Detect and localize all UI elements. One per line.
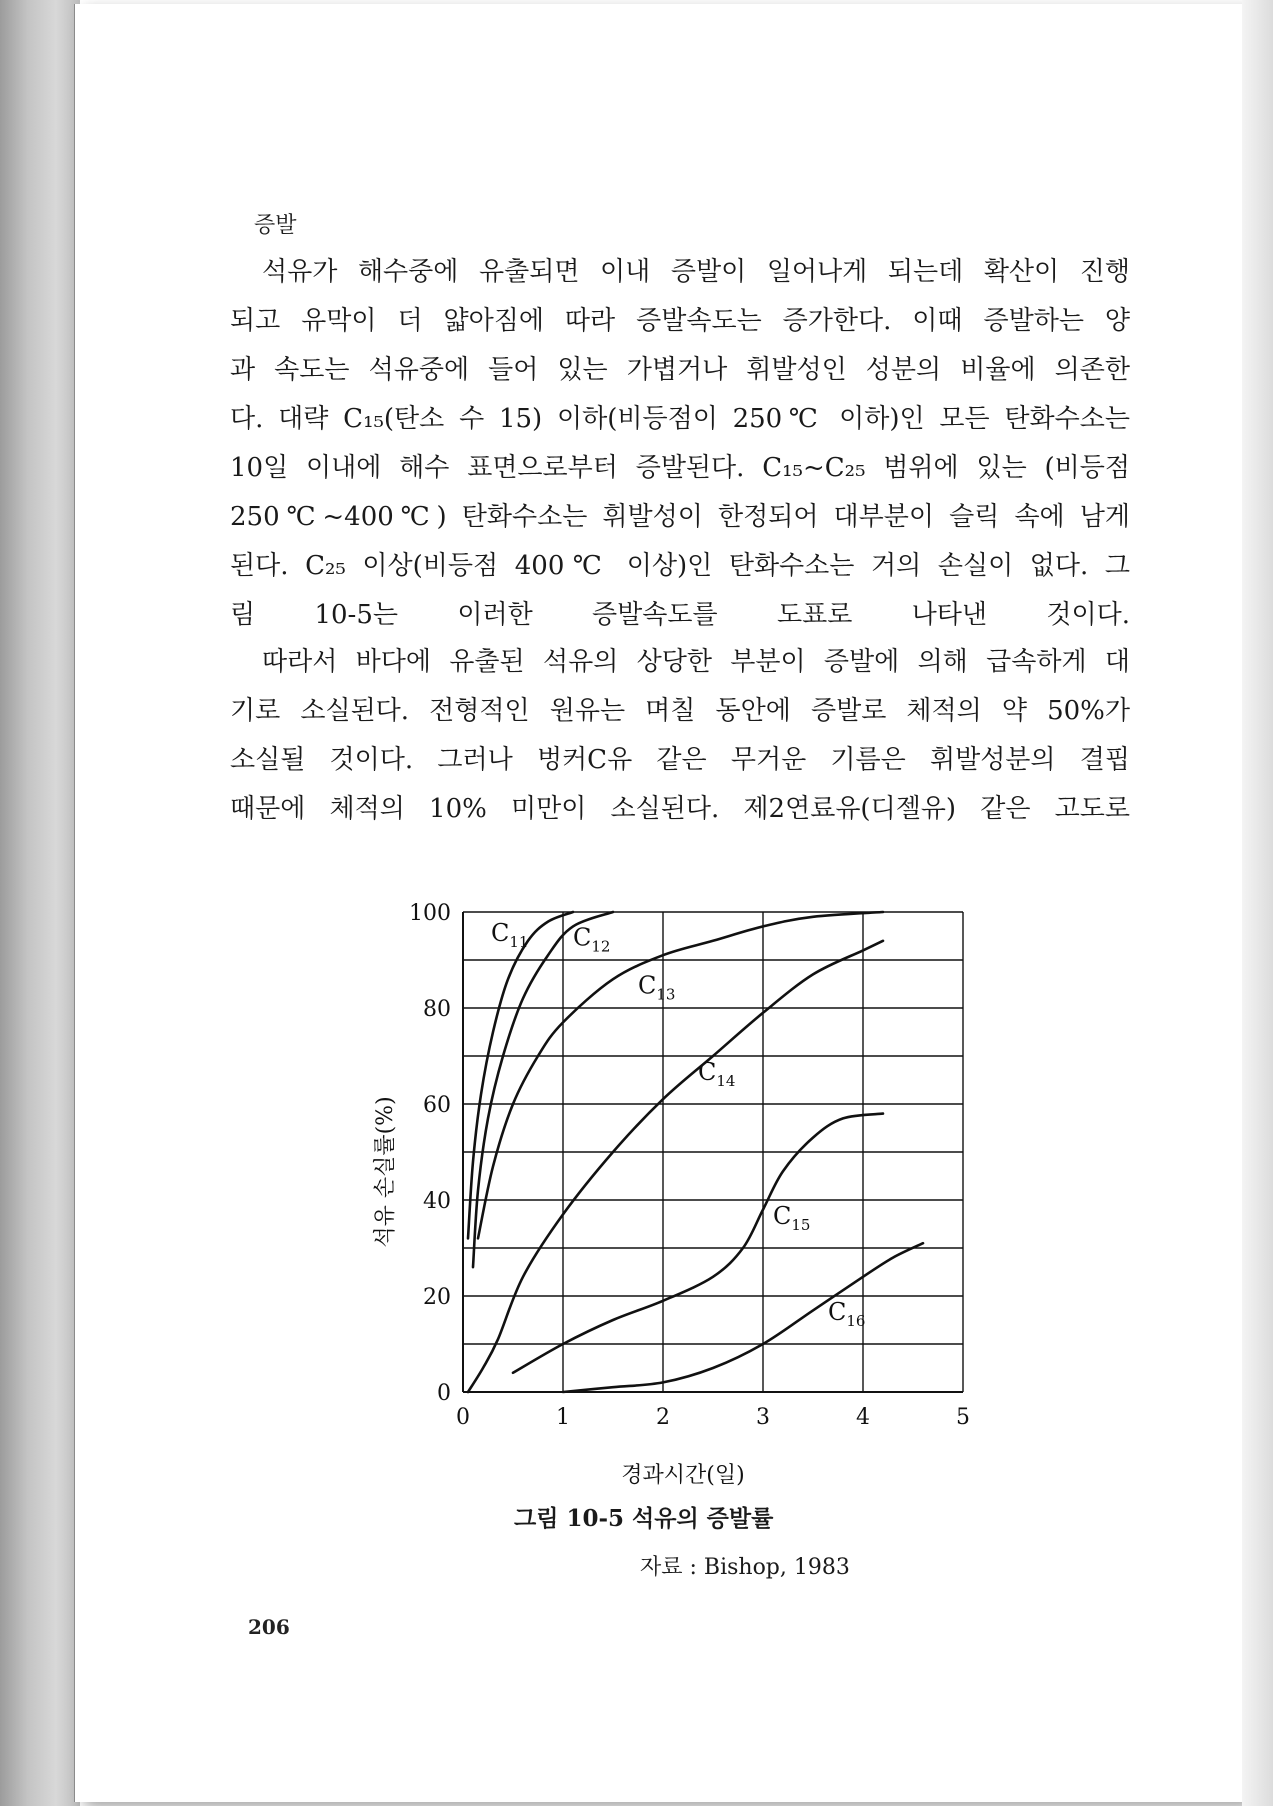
- book-spine: [0, 0, 80, 1806]
- y-tick-label: 20: [423, 1285, 451, 1310]
- x-tick-label: 3: [756, 1405, 770, 1430]
- series-label-c13: $C_{13}$: [638, 971, 676, 1004]
- x-tick-label: 4: [856, 1405, 870, 1430]
- y-tick-label: 100: [409, 901, 451, 926]
- y-tick-label: 60: [423, 1093, 451, 1118]
- y-tick-label: 0: [437, 1381, 451, 1406]
- text-line: 석유가 해수중에 유출되면 이내 증발이 일어나게 되는데 확산이 진행: [262, 257, 1130, 287]
- series-label-c11: $C_{11}$: [491, 918, 529, 951]
- x-tick-label: 2: [656, 1405, 670, 1430]
- text-line: 250℃~400℃) 탄화수소는 휘발성이 한정되어 대부분이 슬릭 속에 남게: [230, 502, 1130, 532]
- page-number: 206: [248, 1615, 290, 1639]
- series-line-c11: [468, 912, 573, 1238]
- y-axis-label: 석유 손실률(%): [373, 1096, 398, 1248]
- figure-caption: 그림 10-5 석유의 증발률: [514, 1505, 774, 1532]
- text-line: 되고 유막이 더 얇아짐에 따라 증발속도는 증가한다. 이때 증발하는 양: [230, 306, 1130, 336]
- y-tick-label: 80: [423, 997, 451, 1022]
- text-line: 10일 이내에 해수 표면으로부터 증발된다. C₁₅~C₂₅ 범위에 있는 (비등점: [230, 453, 1130, 483]
- series-label-c14: $C_{14}$: [698, 1058, 736, 1090]
- text-line: 따라서 바다에 유출된 석유의 상당한 부분이 증발에 의해 급속하게 대: [262, 647, 1130, 677]
- series-label-c16: $C_{16}$: [828, 1298, 866, 1330]
- series-line-c13: [478, 912, 883, 1238]
- text-line: 림 10-5는 이러한 증발속도를 도표로 나타낸 것이다.: [230, 600, 1130, 630]
- text-line: 때문에 체적의 10% 미만이 소실된다. 제2연료유(디젤유) 같은 고도로: [230, 794, 1130, 824]
- paragraph-1: [230, 248, 1130, 640]
- page-edge-shade: [1242, 0, 1273, 1806]
- paragraph-2: [230, 638, 1130, 834]
- x-axis-label: 경과시간(일): [621, 1463, 745, 1488]
- series-label-c15: $C_{15}$: [773, 1202, 811, 1234]
- text-line: 소실될 것이다. 그러나 벙커C유 같은 무거운 기름은 휘발성분의 결핍: [230, 745, 1130, 775]
- text-line: 다. 대략 C₁₅(탄소 수 15) 이하(비등점이 250℃ 이하)인 모든 탄화수소는: [230, 404, 1130, 434]
- x-tick-label: 1: [556, 1405, 570, 1430]
- evaporation-chart: [340, 895, 1000, 1495]
- x-tick-label: 0: [456, 1405, 470, 1430]
- text-line: 기로 소실된다. 전형적인 원유는 며칠 동안에 증발로 체적의 약 50%가: [230, 696, 1130, 726]
- section-title: 증발: [254, 213, 297, 238]
- series-label-c12: $C_{12}$: [573, 923, 611, 956]
- series-line-c12: [473, 912, 613, 1267]
- chart-svg: [340, 895, 1000, 1495]
- y-tick-label: 40: [423, 1189, 451, 1214]
- text-line: 과 속도는 석유중에 들어 있는 가볍거나 휘발성인 성분의 비율에 의존한: [230, 355, 1130, 385]
- figure-source: 자료 : Bishop, 1983: [640, 1555, 850, 1580]
- x-tick-label: 5: [956, 1405, 970, 1430]
- text-line: 된다. C₂₅ 이상(비등점 400℃ 이상)인 탄화수소는 거의 손실이 없다. 그: [230, 551, 1130, 581]
